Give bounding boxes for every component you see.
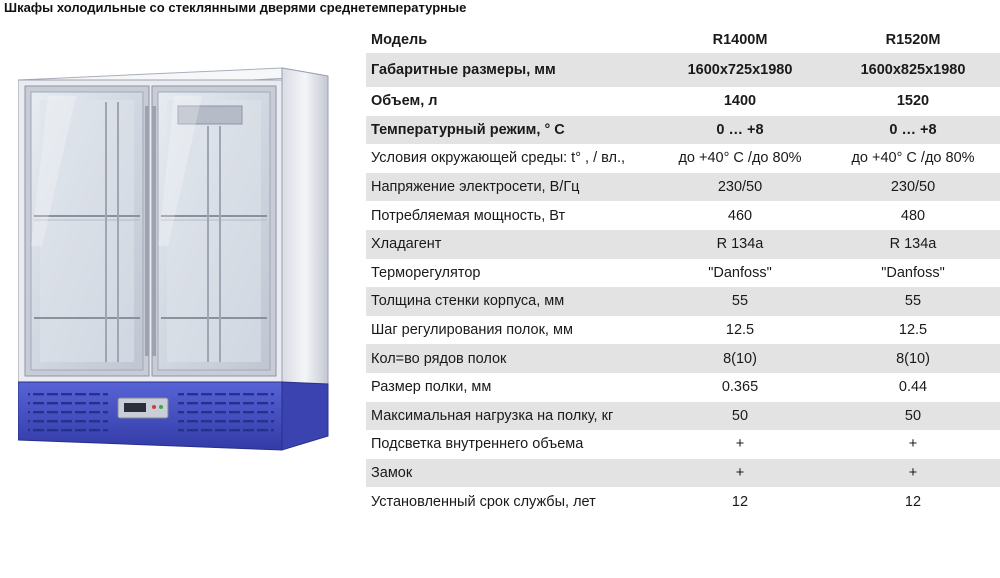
row-label: Максимальная нагрузка на полку, кг xyxy=(366,402,654,431)
model-name: R1520M xyxy=(885,32,941,48)
row-label: Установленный срок службы, лет xyxy=(371,493,596,510)
row-label: Шаг регулирования полок, мм xyxy=(371,322,573,339)
row-value: 0 … +8 xyxy=(654,116,826,145)
row-value: 50 xyxy=(654,402,826,431)
table-row xyxy=(366,287,1000,316)
table-row xyxy=(366,487,1000,516)
row-value: R 134a xyxy=(654,230,826,259)
row-value: 230/50 xyxy=(826,173,1000,202)
row-label: Размер полки, мм xyxy=(371,379,492,396)
row-value: 1600x825x1980 xyxy=(826,53,1000,87)
row-value: 1520 xyxy=(896,93,930,110)
table-row xyxy=(366,173,1000,202)
row-label: Условия окружающей среды: t° , / вл., xyxy=(371,150,626,167)
table-row xyxy=(366,402,1000,431)
row-value: 460 xyxy=(727,207,753,224)
row-value: 8(10) xyxy=(826,344,1000,373)
row-value: 50 xyxy=(826,402,1000,431)
row-value: 8(10) xyxy=(654,344,826,373)
table-row xyxy=(366,373,1000,402)
table-row xyxy=(366,144,1000,173)
row-label: Габаритные размеры, мм xyxy=(366,53,654,87)
table-header-row xyxy=(366,27,1000,53)
row-label: Объем, л xyxy=(371,93,438,110)
table-row xyxy=(366,87,1000,116)
row-value: 0.44 xyxy=(898,379,928,396)
row-value: 55 xyxy=(654,287,826,316)
row-value: 12 xyxy=(731,493,749,510)
row-value: 0.365 xyxy=(721,379,759,396)
table-row xyxy=(366,344,1000,373)
row-value: "Danfoss" xyxy=(708,264,772,281)
row-value: 12.5 xyxy=(898,322,928,339)
row-value: 0 … +8 xyxy=(826,116,1000,145)
row-value: 55 xyxy=(826,287,1000,316)
row-value: до +40° С /до 80% xyxy=(851,150,975,167)
row-label: Замок xyxy=(366,459,654,488)
row-value: "Danfoss" xyxy=(881,264,945,281)
table-row xyxy=(366,201,1000,230)
row-value: 1600x725x1980 xyxy=(654,53,826,87)
row-value: 12 xyxy=(904,493,922,510)
row-value: + xyxy=(908,436,918,453)
row-label: Температурный режим, ° С xyxy=(366,116,654,145)
row-label: Подсветка внутреннего объема xyxy=(371,436,584,453)
row-value: + xyxy=(826,459,1000,488)
table-row xyxy=(366,53,1000,87)
row-value: R 134a xyxy=(826,230,1000,259)
row-value: 12.5 xyxy=(725,322,755,339)
glass-door-refrigerator-icon xyxy=(18,66,340,468)
row-value: 230/50 xyxy=(654,173,826,202)
table-row xyxy=(366,230,1000,259)
model-name: R1400M xyxy=(712,32,768,48)
table-row xyxy=(366,459,1000,488)
row-value: до +40° С /до 80% xyxy=(678,150,802,167)
table-row xyxy=(366,430,1000,459)
row-label: Напряжение электросети, В/Гц xyxy=(366,173,654,202)
header-label: Модель xyxy=(371,32,428,48)
table-row xyxy=(366,116,1000,145)
row-value: 480 xyxy=(900,207,926,224)
page-title: Шкафы холодильные со стеклянными дверями среднетемпературные xyxy=(4,0,467,15)
row-label: Хладагент xyxy=(366,230,654,259)
row-value: 1400 xyxy=(723,93,757,110)
specs-table xyxy=(366,27,1000,516)
table-row xyxy=(366,316,1000,345)
row-value: + xyxy=(735,436,745,453)
row-label: Кол=во рядов полок xyxy=(366,344,654,373)
row-label: Потребляемая мощность, Вт xyxy=(371,207,566,224)
row-value: + xyxy=(654,459,826,488)
row-label: Терморегулятор xyxy=(371,264,481,281)
row-label: Толщина стенки корпуса, мм xyxy=(366,287,654,316)
table-row xyxy=(366,259,1000,288)
